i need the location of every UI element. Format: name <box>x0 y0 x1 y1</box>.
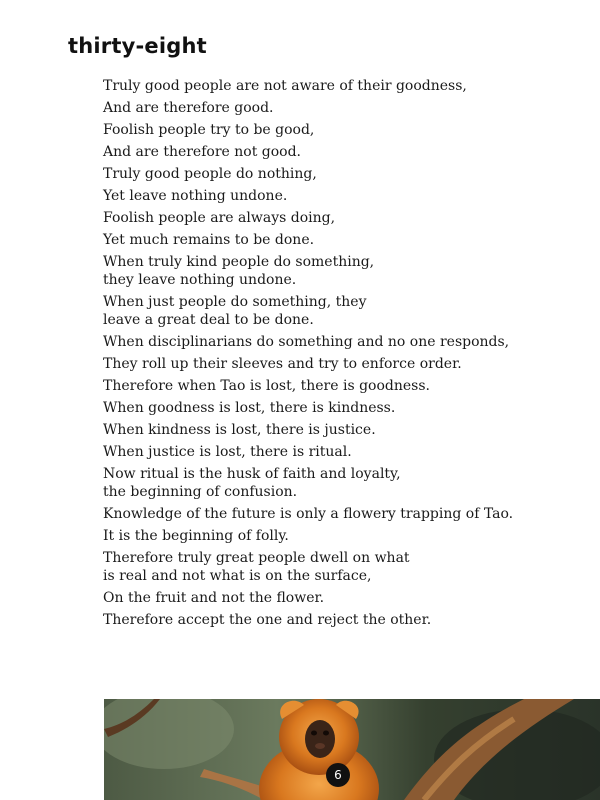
poem-line: They roll up their sleeves and try to enforce order. <box>103 356 462 372</box>
poem-line-group <box>103 143 583 161</box>
poem-line-group <box>103 231 583 249</box>
poem-line: they leave nothing undone. <box>103 272 297 288</box>
poem-line: On the fruit and not the flower. <box>103 590 325 606</box>
poem-line: When justice is lost, there is ritual. <box>103 444 352 460</box>
poem-line-group <box>103 165 583 183</box>
poem-line-group <box>103 443 583 461</box>
poem-line-group <box>103 589 583 607</box>
poem-line: Foolish people try to be good, <box>103 122 315 138</box>
poem-line-group <box>103 527 583 545</box>
chapter-title: thirty-eight <box>68 34 207 58</box>
poem-line-group <box>103 77 583 95</box>
poem-line: Yet much remains to be done. <box>103 232 315 248</box>
poem-line-group <box>103 465 583 501</box>
monkey-photo <box>104 699 600 800</box>
poem-line: When disciplinarians do something and no one responds, <box>103 334 510 350</box>
poem-line: It is the beginning of folly. <box>103 528 289 544</box>
poem-line: Now ritual is the husk of faith and loyalty, <box>103 466 401 482</box>
poem-line: Therefore truly great people dwell on what <box>103 550 410 566</box>
poem-line: Truly good people do nothing, <box>103 166 317 182</box>
poem-text <box>103 77 583 633</box>
poem-line-group <box>103 99 583 117</box>
poem-line: Therefore accept the one and reject the other. <box>103 612 432 628</box>
poem-line: And are therefore good. <box>103 100 274 116</box>
poem-line-group <box>103 549 583 585</box>
poem-line-group <box>103 187 583 205</box>
poem-line: When just people do something, they <box>103 294 367 310</box>
poem-line-group <box>103 377 583 395</box>
poem-line: Yet leave nothing undone. <box>103 188 288 204</box>
poem-line-group <box>103 333 583 351</box>
poem-line-group <box>103 121 583 139</box>
poem-line-group <box>103 253 583 289</box>
page-number-badge: 6 <box>326 763 350 787</box>
poem-line: When kindness is lost, there is justice. <box>103 422 376 438</box>
poem-line: And are therefore not good. <box>103 144 302 160</box>
poem-line: When goodness is lost, there is kindness. <box>103 400 396 416</box>
poem-line: When truly kind people do something, <box>103 254 375 270</box>
poem-line: Foolish people are always doing, <box>103 210 336 226</box>
poem-line: Knowledge of the future is only a flowery trapping of Tao. <box>103 506 514 522</box>
poem-line-group <box>103 209 583 227</box>
poem-line: leave a great deal to be done. <box>103 312 314 328</box>
poem-line: Truly good people are not aware of their goodness, <box>103 78 467 94</box>
poem-line: is real and not what is on the surface, <box>103 568 372 584</box>
poem-line-group <box>103 399 583 417</box>
poem-line-group <box>103 505 583 523</box>
poem-line-group <box>103 611 583 629</box>
poem-line: the beginning of confusion. <box>103 484 298 500</box>
poem-line-group <box>103 355 583 373</box>
poem-line-group <box>103 293 583 329</box>
poem-line: Therefore when Tao is lost, there is goodness. <box>103 378 430 394</box>
poem-line-group <box>103 421 583 439</box>
